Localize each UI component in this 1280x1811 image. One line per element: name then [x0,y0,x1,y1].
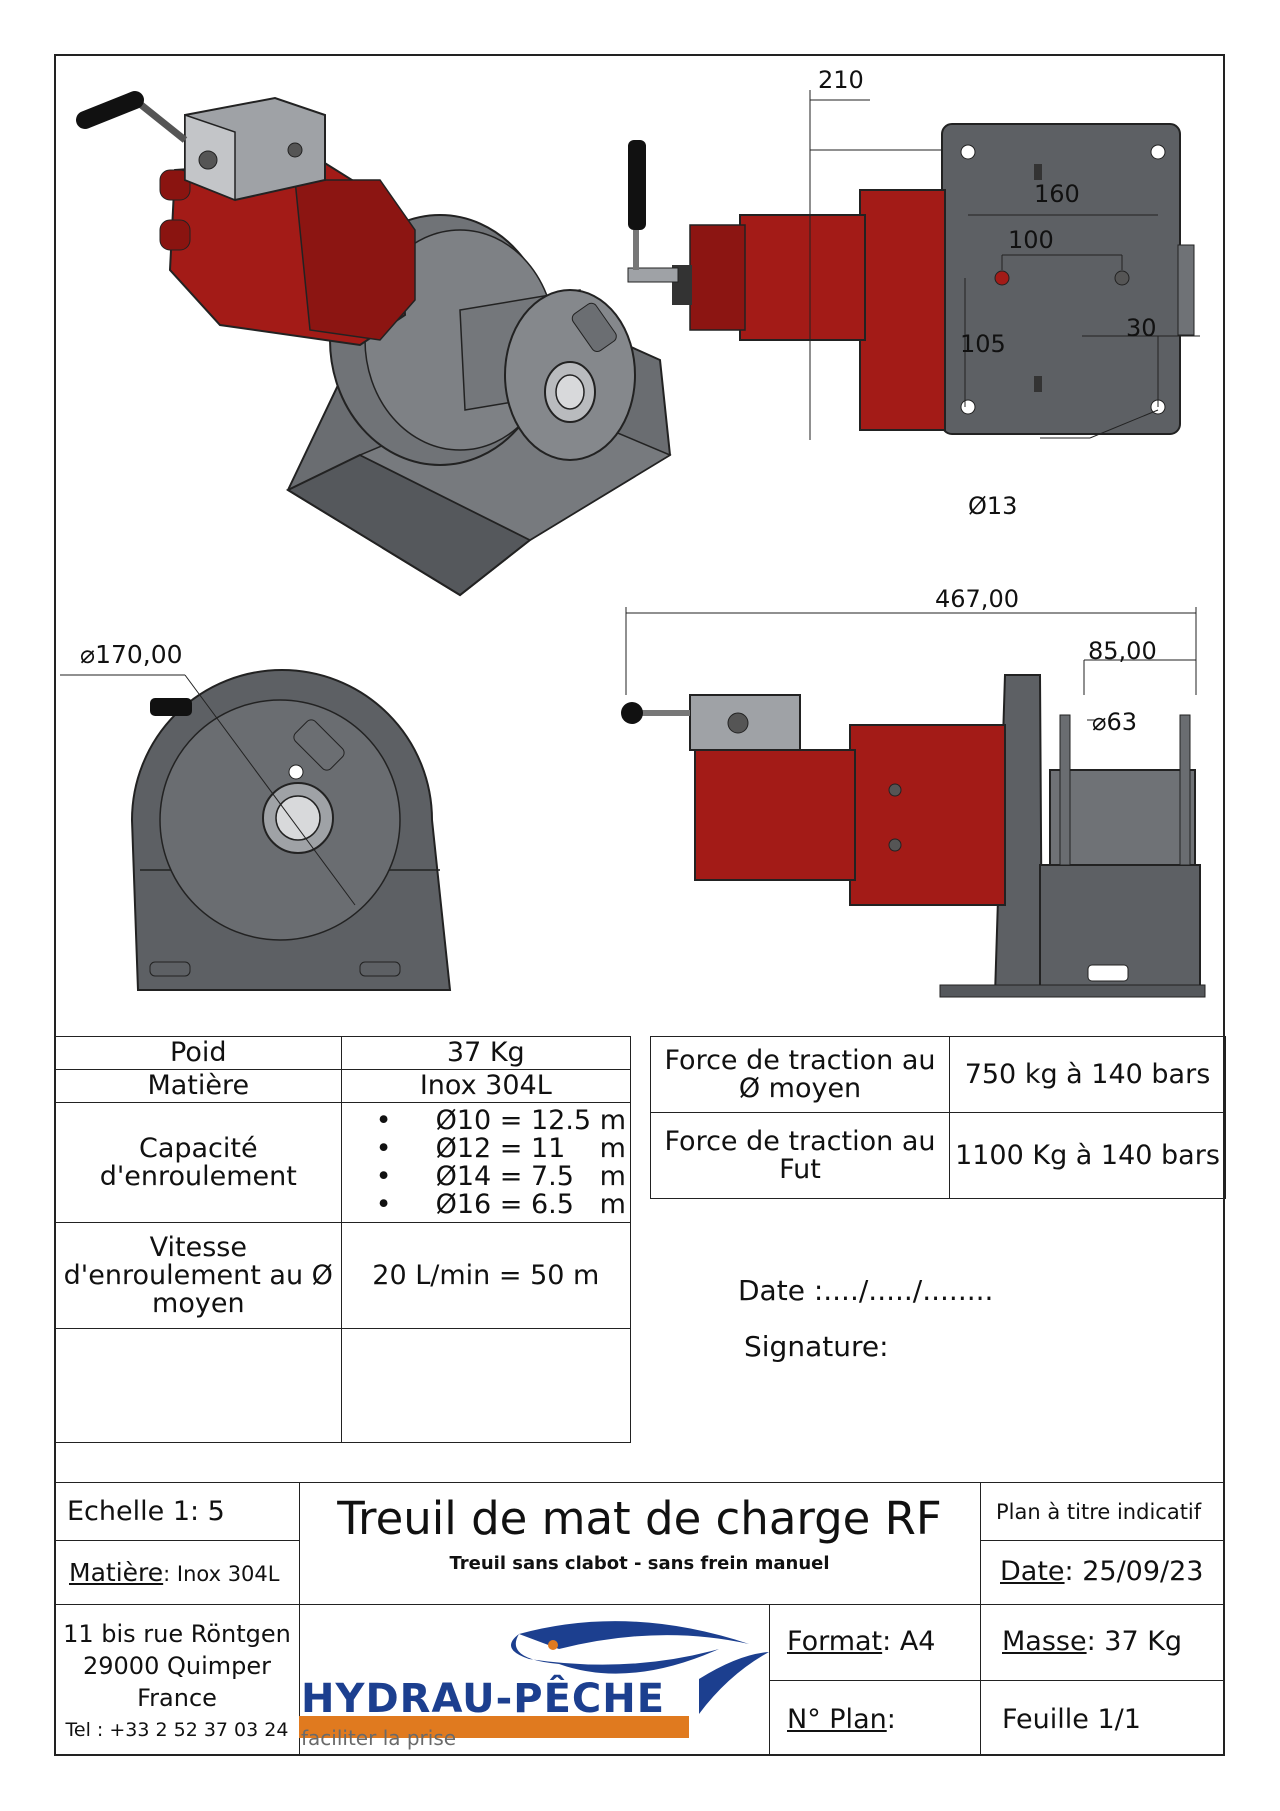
note-cell [980,1482,1225,1604]
spec-row-capacity [56,1103,631,1223]
spec-value: 37 Kg [341,1037,630,1070]
spec-label: Poid [56,1037,342,1070]
top-view [620,60,1220,540]
scale-divider [55,1540,299,1541]
dim-100: 100 [1008,226,1054,254]
address-line: 11 bis rue Röntgen [63,1620,291,1648]
spec-label [56,1329,342,1443]
logo-cell [299,1604,770,1756]
spec-label: Matière [56,1070,342,1103]
diameter-icon: ⌀ [80,640,96,669]
isometric-view [60,60,680,600]
address-cell [55,1604,300,1756]
force-row-drum [651,1113,1226,1199]
format-divider [769,1680,980,1681]
force-label: Force de traction au Fut [651,1113,950,1199]
date-value: : 25/09/23 [1064,1556,1204,1587]
dim-210: 210 [818,66,864,94]
diameter-icon: ⌀ [1092,708,1107,736]
date-line [1000,1556,1204,1587]
title-cell [299,1482,981,1604]
logo-name: HYDRAU-PÊCHE [301,1676,666,1722]
capacity-item: • Ø16 = 6.5 m [375,1188,626,1220]
mass-cell [980,1604,1225,1756]
dim-63-value: 63 [1106,708,1137,736]
spec-value [341,1103,630,1223]
mass-divider [980,1680,1225,1681]
spec-row-empty [56,1329,631,1443]
dim-13: Ø13 [968,492,1018,520]
date-field[interactable]: Date :..../...../........ [738,1274,994,1307]
force-value: 1100 Kg à 140 bars [950,1113,1226,1199]
plan-value: : [886,1704,896,1735]
scale-text: Echelle 1: 5 [67,1496,225,1527]
capacity-item: • Ø14 = 7.5 m [375,1160,626,1192]
force-row-mean [651,1037,1226,1113]
material-line [69,1558,279,1587]
format-line [787,1626,935,1657]
dim-105: 105 [960,330,1006,358]
spec-value: 20 L/min = 50 m [341,1223,630,1329]
address-line: France [137,1684,217,1712]
format-cell [769,1604,981,1756]
material-label: Matière [69,1558,164,1587]
spec-table-right [650,1036,1226,1199]
force-label: Force de traction au Ø moyen [651,1037,950,1113]
front-view [60,620,480,1010]
mass-value: : 37 Kg [1086,1626,1183,1657]
mass-label: Masse [1002,1626,1087,1657]
plan-label: N° Plan [787,1704,887,1735]
indicative-note: Plan à titre indicatif [996,1500,1202,1524]
mass-line [1002,1626,1182,1657]
drawing-subtitle: Treuil sans clabot - sans frein manuel [449,1553,830,1574]
spec-label: Capacité d'enroulement [56,1103,342,1223]
capacity-item: • Ø12 = 11 m [375,1132,626,1164]
dim-160: 160 [1034,180,1080,208]
address-line: 29000 Quimper [83,1652,271,1680]
material-value: : Inox 304L [163,1562,280,1586]
spec-row-weight [56,1037,631,1070]
date-label: Date [1000,1556,1065,1587]
dim-170 [80,640,183,669]
spec-table-left [55,1036,631,1443]
capacity-list [346,1104,626,1220]
logo-tagline: faciliter la prise [301,1726,457,1750]
dim-63 [1092,708,1137,736]
format-label: Format [787,1626,883,1657]
dim-170-value: 170,00 [95,640,183,669]
spec-label: Vitesse d'enroulement au Ø moyen [56,1223,342,1329]
dim-85: 85,00 [1088,637,1157,665]
format-value: : A4 [882,1626,936,1657]
dim-30: 30 [1126,314,1157,342]
dim-467: 467,00 [935,585,1019,613]
spec-value: Inox 304L [341,1070,630,1103]
signature-field[interactable]: Signature: [744,1330,889,1363]
sheet-number: Feuille 1/1 [1002,1704,1141,1735]
phone-number: Tel : +33 2 52 37 03 24 [65,1719,289,1741]
force-value: 750 kg à 140 bars [950,1037,1226,1113]
spec-row-material [56,1070,631,1103]
spec-row-speed [56,1223,631,1329]
capacity-item: • Ø10 = 12.5 m [375,1104,626,1136]
scale-cell [55,1482,300,1604]
plan-line [787,1704,896,1735]
drawing-title: Treuil de mat de charge RF [337,1492,942,1545]
spec-value [341,1329,630,1443]
note-divider [980,1540,1225,1541]
